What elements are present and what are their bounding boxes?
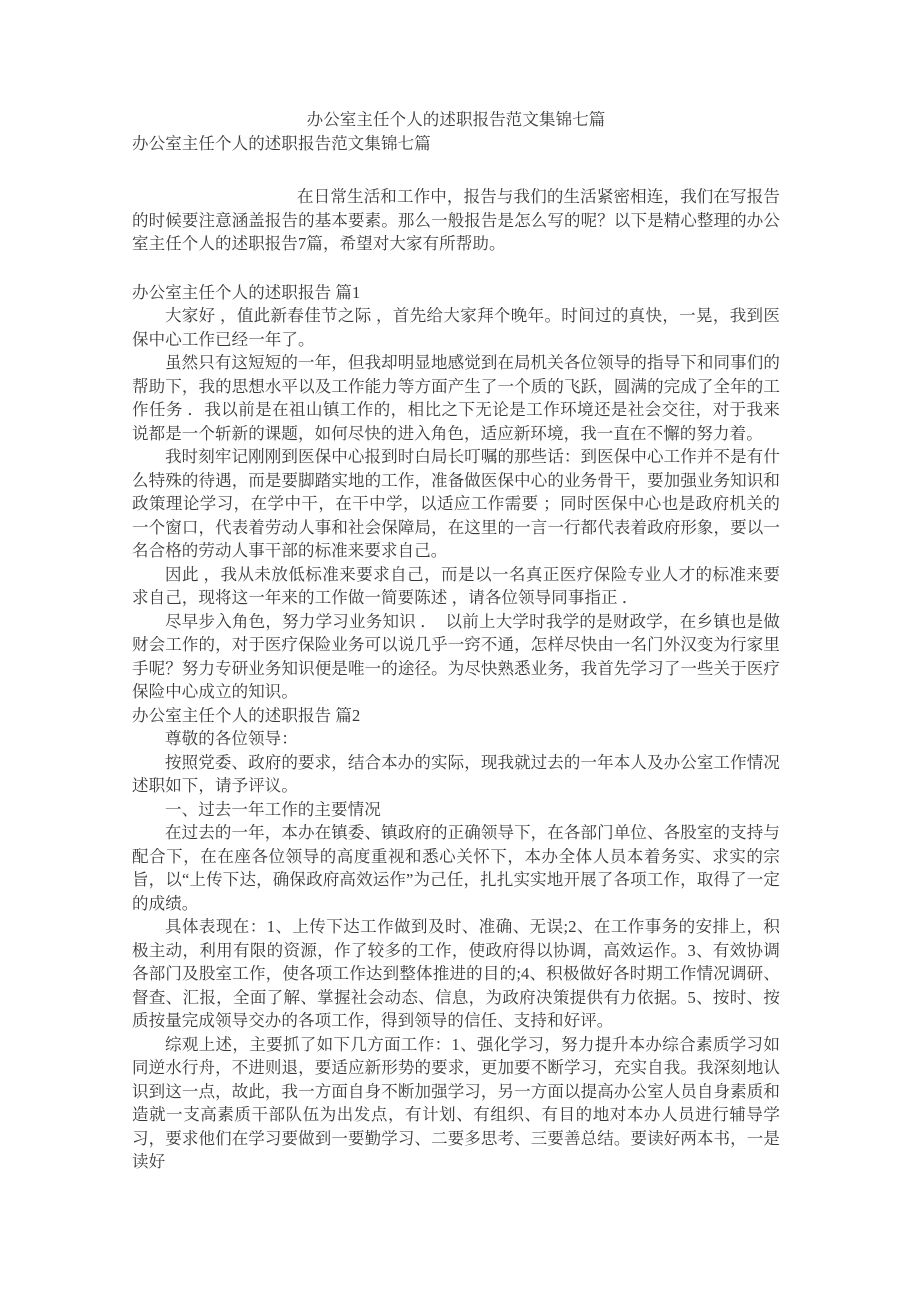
section-1-paragraph-4: 因此 ，我从未放低标准来要求自己，而是以一名真正医疗保险专业人才的标准来要求自己，现将这一年来的工作做一简要陈述 ，请各位领导同事指正 ． xyxy=(132,564,780,607)
section-2-heading: 办公室主任个人的述职报告 篇2 xyxy=(132,705,361,725)
section-2-paragraph-1: 尊敬的各位领导： xyxy=(165,729,298,748)
section-2-paragraph-3: 一、过去一年工作的主要情况 xyxy=(165,799,381,819)
section-1-paragraph-3: 我时刻牢记刚刚到医保中心报到时白局长叮嘱的那些话：到医保中心工作并不是有什么特殊的待遇，而是要脚踏实地的工作，准备做医保中心的业务骨干，要加强业务知识和政策理论学习，在学中干，在干中学，以适应工作需要 ；同时医保中心也是政府机关的一个窗口，代表着劳动人事和社会保障局，在这里的一言一行都代表着政府形象，要以一名合格的劳动人事干部的标准来要求自己。 xyxy=(132,447,780,560)
document-title: 办公室主任个人的述职报告范文集锦七篇 xyxy=(306,110,606,129)
section-2-paragraph-5: 具体表现在：1、上传下达工作做到及时、准确、无误;2、在工作事务的安排上，积极主动，利用有限的资源，作了较多的工作，使政府得以协调，高效运作。3、有效协调各部门及股室工作，使各项工作达到整体推进的目的;4、积极做好各时期工作情况调研、督查、汇报，全面了解、掌握社会动态、信息，为政府决策提供有力依据。5、按时、按质按量完成领导交办的各项工作，得到领导的信任、支持和好评。 xyxy=(132,917,780,1030)
document-subtitle: 办公室主任个人的述职报告范文集锦七篇 xyxy=(132,133,431,153)
section-1-paragraph-1: 大家好 ，值此新春佳节之际 ，首先给大家拜个晚年。时间过的真快，一晃，我到医保中心工作已经一年了。 xyxy=(132,306,780,349)
section-1-paragraph-2: 虽然只有这短短的一年，但我却明显地感觉到在局机关各位领导的指导下和同事们的帮助下，我的思想水平以及工作能力等方面产生了一个质的飞跃，圆满的完成了全年的工作任务 ．我以前是在祖山镇工作的，相比之下无论是工作环境还是社会交往，对于我来说都是一个斩新的课题，如何尽快的进入角色，适应新环境，我一直在不懈的努力着。 xyxy=(132,353,780,443)
section-1-heading: 办公室主任个人的述职报告 篇1 xyxy=(132,282,361,302)
section-2-paragraph-2: 按照党委、政府的要求，结合本办的实际，现我就过去的一年本人及办公室工作情况述职如下，请予评议。 xyxy=(132,752,780,795)
section-2-paragraph-4: 在过去的一年，本办在镇委、镇政府的正确领导下，在各部门单位、各股室的支持与配合下，在在座各位领导的高度重视和悉心关怀下，本办全体人员本着务实、求实的宗旨，以“上传下达，确保政府高效运作”为己任，扎扎实实地开展了各项工作，取得了一定的成绩。 xyxy=(132,823,780,913)
section-2-paragraph-6: 综观上述，主要抓了如下几方面工作：1、强化学习，努力提升本办综合素质学习如同逆水行舟，不进则退，要适应新形势的要求，更加要不断学习，充实自我。我深刻地认识到这一点，故此，我一方面自身不断加强学习，另一方面以提高办公室人员自身素质和造就一支高素质干部队伍为出发点，有计划、有组织、有目的地对本办人员进行辅导学习，要求他们在学习要做到一要勤学习、二要多思考、三要善总结。要读好两本书，一是读好 xyxy=(132,1034,780,1171)
intro-paragraph: 在日常生活和工作中，报告与我们的生活紧密相连，我们在写报告的时候要注意涵盖报告的基本要素。那么一般报告是怎么写的呢？以下是精心整理的办公室主任个人的述职报告7篇，希望对大家有所帮助。 xyxy=(132,187,780,253)
section-1-paragraph-5: 尽早步入角色，努力学习业务知识 ． 以前上大学时我学的是财政学，在乡镇也是做财会工作的，对于医疗保险业务可以说几乎一窍不通，怎样尽快由一名门外汉变为行家里手呢？努力专研业务知识便是唯一的途径。为尽快熟悉业务，我首先学习了一些关于医疗保险中心成立的知识。 xyxy=(132,611,780,701)
